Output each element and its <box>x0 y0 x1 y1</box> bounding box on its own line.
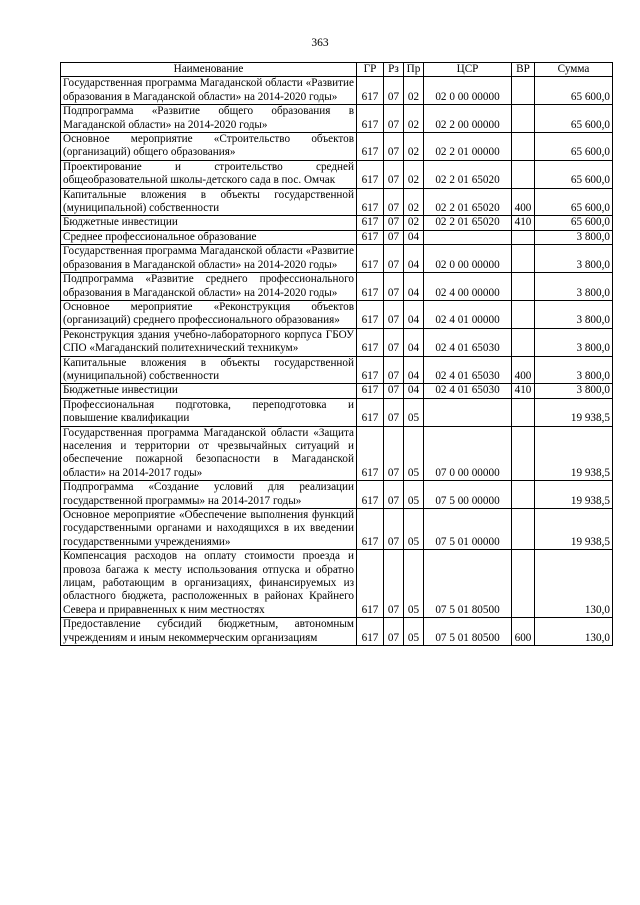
table-row <box>61 273 613 301</box>
cell-vr <box>512 550 535 618</box>
table-row <box>61 105 613 133</box>
cell-vr <box>512 300 535 328</box>
cell-rz: 07 <box>384 273 404 301</box>
table-row <box>61 328 613 356</box>
cell-sum: 130,0 <box>535 550 613 618</box>
header-sum: Сумма <box>535 63 613 77</box>
cell-pr: 02 <box>404 105 424 133</box>
cell-csr <box>424 398 512 426</box>
header-pr: Пр <box>404 63 424 77</box>
cell-pr: 05 <box>404 550 424 618</box>
cell-name: Компенсация расходов на оплату стоимости проезда и провоза багажа к месту использования отпуска и обратно лицам, работающим в организациях, финансируемых из областного бюджета, расположенных в районах Крайнего Севера и приравненных к ним местностях <box>61 550 357 618</box>
cell-gr: 617 <box>357 618 384 646</box>
table-row <box>61 300 613 328</box>
cell-vr <box>512 160 535 188</box>
cell-name: Предоставление субсидий бюджетным, автономным учреждениям и иным некоммерческим организациям <box>61 618 357 646</box>
cell-sum: 3 800,0 <box>535 245 613 273</box>
cell-csr: 02 0 00 00000 <box>424 245 512 273</box>
cell-sum: 3 800,0 <box>535 328 613 356</box>
cell-rz: 07 <box>384 245 404 273</box>
cell-name: Основное мероприятие «Обеспечение выполнения функций государственными органами и находящихся в их введении государственными учреждениями» <box>61 509 357 550</box>
cell-csr: 02 4 00 00000 <box>424 273 512 301</box>
cell-csr: 07 0 00 00000 <box>424 426 512 481</box>
cell-rz: 07 <box>384 384 404 398</box>
cell-sum: 19 938,5 <box>535 481 613 509</box>
cell-sum: 3 800,0 <box>535 300 613 328</box>
cell-csr: 02 4 01 65030 <box>424 328 512 356</box>
table-row <box>61 133 613 161</box>
cell-pr: 04 <box>404 300 424 328</box>
cell-name: Подпрограмма «Развитие среднего профессионального образования в Магаданской области» на 2014-2020 годы» <box>61 273 357 301</box>
table-row <box>61 160 613 188</box>
cell-sum: 3 800,0 <box>535 356 613 384</box>
cell-sum: 65 600,0 <box>535 77 613 105</box>
cell-name: Государственная программа Магаданской области «Развитие образования в Магаданской области» на 2014-2020 годы» <box>61 245 357 273</box>
cell-gr: 617 <box>357 384 384 398</box>
cell-csr: 07 5 00 00000 <box>424 481 512 509</box>
cell-pr: 02 <box>404 216 424 230</box>
cell-vr <box>512 481 535 509</box>
cell-gr: 617 <box>357 245 384 273</box>
cell-name: Капитальные вложения в объекты государственной (муниципальной) собственности <box>61 188 357 216</box>
cell-gr: 617 <box>357 105 384 133</box>
cell-csr: 02 4 01 65030 <box>424 384 512 398</box>
cell-pr: 02 <box>404 188 424 216</box>
cell-pr: 04 <box>404 356 424 384</box>
header-vr: ВР <box>512 63 535 77</box>
cell-rz: 07 <box>384 618 404 646</box>
cell-name: Основное мероприятие «Реконструкция объектов (организаций) среднего профессионального образования» <box>61 300 357 328</box>
cell-vr <box>512 328 535 356</box>
cell-name: Среднее профессиональное образование <box>61 230 357 244</box>
cell-vr: 410 <box>512 384 535 398</box>
cell-pr: 02 <box>404 77 424 105</box>
cell-gr: 617 <box>357 550 384 618</box>
cell-pr: 02 <box>404 133 424 161</box>
cell-sum: 3 800,0 <box>535 273 613 301</box>
cell-gr: 617 <box>357 77 384 105</box>
cell-rz: 07 <box>384 230 404 244</box>
budget-table <box>60 62 613 646</box>
cell-rz: 07 <box>384 509 404 550</box>
cell-vr: 410 <box>512 216 535 230</box>
cell-rz: 07 <box>384 105 404 133</box>
cell-gr: 617 <box>357 356 384 384</box>
cell-gr: 617 <box>357 273 384 301</box>
cell-pr: 05 <box>404 618 424 646</box>
cell-pr: 04 <box>404 328 424 356</box>
cell-sum: 3 800,0 <box>535 230 613 244</box>
table-row <box>61 550 613 618</box>
table-row <box>61 618 613 646</box>
cell-sum: 65 600,0 <box>535 160 613 188</box>
cell-gr: 617 <box>357 398 384 426</box>
cell-pr: 04 <box>404 384 424 398</box>
cell-sum: 130,0 <box>535 618 613 646</box>
cell-name: Реконструкция здания учебно-лабораторного корпуса ГБОУ СПО «Магаданский политехнический техникум» <box>61 328 357 356</box>
cell-gr: 617 <box>357 230 384 244</box>
cell-sum: 19 938,5 <box>535 426 613 481</box>
table-row <box>61 426 613 481</box>
cell-gr: 617 <box>357 328 384 356</box>
cell-vr <box>512 273 535 301</box>
header-gr: ГР <box>357 63 384 77</box>
cell-csr: 07 5 01 80500 <box>424 618 512 646</box>
cell-pr: 05 <box>404 509 424 550</box>
cell-name: Бюджетные инвестиции <box>61 216 357 230</box>
table-row <box>61 356 613 384</box>
cell-vr <box>512 398 535 426</box>
cell-sum: 3 800,0 <box>535 384 613 398</box>
cell-gr: 617 <box>357 188 384 216</box>
cell-vr: 400 <box>512 356 535 384</box>
cell-gr: 617 <box>357 509 384 550</box>
cell-name: Бюджетные инвестиции <box>61 384 357 398</box>
cell-gr: 617 <box>357 426 384 481</box>
table-row <box>61 398 613 426</box>
cell-rz: 07 <box>384 481 404 509</box>
cell-csr: 02 2 00 00000 <box>424 105 512 133</box>
cell-name: Проектирование и строительство средней общеобразовательной школы-детского сада в пос. Омчак <box>61 160 357 188</box>
cell-sum: 65 600,0 <box>535 133 613 161</box>
cell-csr: 02 0 00 00000 <box>424 77 512 105</box>
cell-rz: 07 <box>384 398 404 426</box>
cell-pr: 04 <box>404 245 424 273</box>
cell-sum: 19 938,5 <box>535 509 613 550</box>
cell-rz: 07 <box>384 160 404 188</box>
cell-csr: 02 2 01 65020 <box>424 216 512 230</box>
cell-gr: 617 <box>357 160 384 188</box>
cell-rz: 07 <box>384 133 404 161</box>
cell-rz: 07 <box>384 300 404 328</box>
cell-csr: 02 4 01 65030 <box>424 356 512 384</box>
cell-pr: 05 <box>404 398 424 426</box>
cell-pr: 05 <box>404 426 424 481</box>
table-row <box>61 230 613 244</box>
cell-pr: 04 <box>404 273 424 301</box>
header-rz: Рз <box>384 63 404 77</box>
cell-name: Государственная программа Магаданской области «Развитие образования в Магаданской области» на 2014-2020 годы» <box>61 77 357 105</box>
cell-rz: 07 <box>384 77 404 105</box>
cell-pr: 04 <box>404 230 424 244</box>
cell-vr <box>512 77 535 105</box>
header-csr: ЦСР <box>424 63 512 77</box>
cell-vr <box>512 426 535 481</box>
cell-vr: 400 <box>512 188 535 216</box>
cell-rz: 07 <box>384 188 404 216</box>
table-row <box>61 245 613 273</box>
table-header-row <box>61 63 613 77</box>
table-row <box>61 384 613 398</box>
cell-rz: 07 <box>384 328 404 356</box>
cell-csr: 02 4 01 00000 <box>424 300 512 328</box>
cell-rz: 07 <box>384 426 404 481</box>
cell-name: Профессиональная подготовка, переподготовка и повышение квалификации <box>61 398 357 426</box>
cell-name: Капитальные вложения в объекты государственной (муниципальной) собственности <box>61 356 357 384</box>
cell-rz: 07 <box>384 550 404 618</box>
cell-gr: 617 <box>357 216 384 230</box>
cell-gr: 617 <box>357 300 384 328</box>
cell-pr: 05 <box>404 481 424 509</box>
table-row <box>61 481 613 509</box>
cell-csr: 02 2 01 00000 <box>424 133 512 161</box>
table-row <box>61 216 613 230</box>
cell-vr <box>512 105 535 133</box>
table-row <box>61 77 613 105</box>
cell-pr: 02 <box>404 160 424 188</box>
cell-csr <box>424 230 512 244</box>
table-row <box>61 188 613 216</box>
cell-vr <box>512 230 535 244</box>
cell-csr: 02 2 01 65020 <box>424 160 512 188</box>
cell-csr: 07 5 01 80500 <box>424 550 512 618</box>
header-name: Наименование <box>61 63 357 77</box>
cell-name: Государственная программа Магаданской области «Защита населения и территории от чрезвычайных ситуаций и обеспечение пожарной безопасности в Магаданской области» на 2014-2017 годы» <box>61 426 357 481</box>
cell-rz: 07 <box>384 356 404 384</box>
cell-csr: 02 2 01 65020 <box>424 188 512 216</box>
cell-gr: 617 <box>357 133 384 161</box>
cell-rz: 07 <box>384 216 404 230</box>
cell-sum: 65 600,0 <box>535 188 613 216</box>
cell-sum: 65 600,0 <box>535 216 613 230</box>
cell-name: Основное мероприятие «Строительство объектов (организаций) общего образования» <box>61 133 357 161</box>
table-row <box>61 509 613 550</box>
cell-name: Подпрограмма «Создание условий для реализации государственной программы» на 2014-2017 годы» <box>61 481 357 509</box>
cell-vr <box>512 509 535 550</box>
cell-vr <box>512 245 535 273</box>
cell-vr <box>512 133 535 161</box>
page-number: 363 <box>311 37 329 49</box>
cell-gr: 617 <box>357 481 384 509</box>
cell-vr: 600 <box>512 618 535 646</box>
cell-csr: 07 5 01 00000 <box>424 509 512 550</box>
cell-sum: 65 600,0 <box>535 105 613 133</box>
cell-name: Подпрограмма «Развитие общего образования в Магаданской области» на 2014-2020 годы» <box>61 105 357 133</box>
cell-sum: 19 938,5 <box>535 398 613 426</box>
